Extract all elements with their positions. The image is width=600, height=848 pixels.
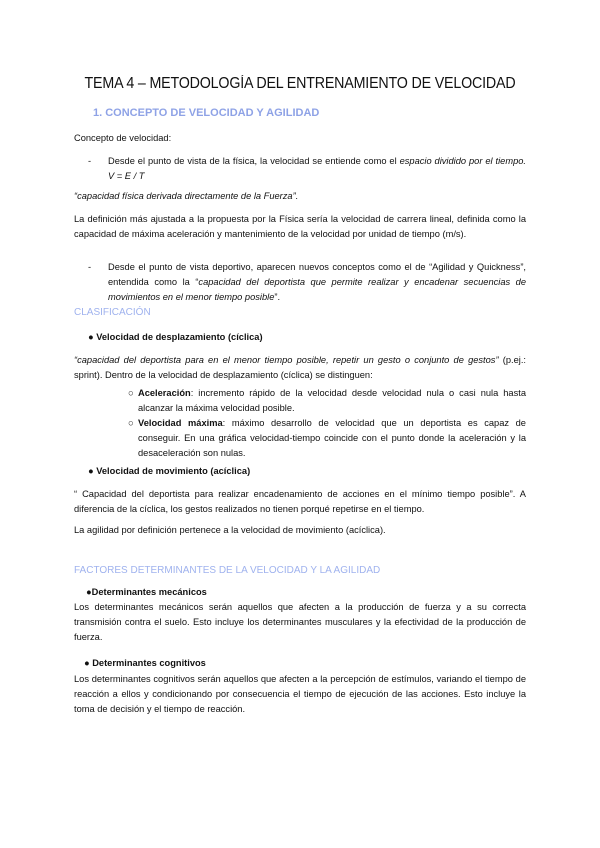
velocidad-maxima-label: Velocidad máxima bbox=[138, 418, 223, 428]
paragraph-definicion: La definición más ajustada a la propuesta por la Física sería la velocidad de carrera lineal, definida como la capacidad de máxima aceleración y mantenimiento de la velocidad por unidad de tiempo (m/s). bbox=[74, 214, 526, 239]
concepto-label: Concepto de velocidad: bbox=[74, 133, 172, 143]
dash-item-deportivo-text: Desde el punto de vista deportivo, aparecen nuevos conceptos como el de “Agilidad y Quickness”, entendida como la “ bbox=[108, 262, 526, 287]
item-velocidad-maxima bbox=[138, 416, 526, 461]
paragraph-agilidad: La agilidad por definición pertenece a la velocidad de movimiento (acíclica). bbox=[74, 525, 386, 535]
dash-item-fisica bbox=[108, 154, 526, 184]
heading-clasificacion: CLASIFICACIÓN bbox=[74, 307, 151, 318]
aceleracion-label: Aceleración bbox=[138, 388, 191, 398]
page-title: TEMA 4 – METODOLOGÍA DEL ENTRENAMIENTO DE VELOCIDAD bbox=[84, 75, 516, 92]
dash-item-deportivo-end: ”. bbox=[274, 292, 281, 302]
paragraph-mecanicos: Los determinantes mecánicos serán aquellos que afecten a la producción de fuerza y a su correcta transmisión contra el suelo. Esto incluye los determinantes musculares y la efectividad de la producción de fuerza. bbox=[74, 602, 526, 642]
dash-item-deportivo bbox=[108, 260, 526, 305]
paragraph-movimiento: “ Capacidad del deportista para realizar encadenamiento de acciones en el mínimo tiempo posible”. A diferencia de la cíclica, los gestos realizados no tienen porqué repetirse en el tiempo. bbox=[74, 489, 526, 514]
paragraph-desplazamiento bbox=[74, 353, 526, 383]
aceleracion-text: : incremento rápido de la velocidad desde velocidad nula o casi nula hasta alcanzar la máxima velocidad posible. bbox=[138, 388, 526, 413]
paragraph-cognitivos: Los determinantes cognitivos serán aquellos que afecten a la percepción de estímulos, variando el tiempo de reacción a ellos y condicionando por consecuencia el tiempo de ejecución de las acciones. Esto incluye la toma de decisión y el tiempo de reacción. bbox=[74, 674, 526, 714]
heading-factores: FACTORES DETERMINANTES DE LA VELOCIDAD Y LA AGILIDAD bbox=[74, 565, 381, 576]
quote-fuerza-text: “capacidad física derivada directamente de la Fuerza”. bbox=[74, 191, 299, 201]
bullet-determinantes-cognitivos: ● Determinantes cognitivos bbox=[84, 658, 206, 668]
circle-bullet-icon: ○ bbox=[128, 388, 134, 398]
section-heading-concepto: 1. CONCEPTO DE VELOCIDAD Y AGILIDAD bbox=[93, 107, 320, 119]
circle-bullet-icon: ○ bbox=[128, 418, 134, 428]
quote-fuerza bbox=[74, 189, 526, 204]
item-aceleracion bbox=[138, 386, 526, 416]
desplazamiento-text: (p.ej.: sprint). Dentro de la velocidad de desplazamiento (cíclica) se distinguen: bbox=[74, 355, 526, 380]
bullet-determinantes-mecanicos: ●Determinantes mecánicos bbox=[86, 587, 207, 597]
bullet-velocidad-movimiento: ● Velocidad de movimiento (acíclica) bbox=[88, 466, 251, 476]
quote-desplazamiento: “capacidad del deportista para en el menor tiempo posible, repetir un gesto o conjunto de gestos” bbox=[74, 355, 499, 365]
bullet-velocidad-desplazamiento: ● Velocidad de desplazamiento (cíclica) bbox=[88, 332, 263, 342]
dash-item-deportivo-italic: capacidad del deportista que permite realizar y encadenar secuencias de movimientos en el menor tiempo posible bbox=[108, 277, 526, 302]
dash-item-fisica-text: Desde el punto de vista de la física, la velocidad se entiende como el bbox=[108, 156, 400, 166]
dash-mark: - bbox=[88, 156, 92, 166]
velocidad-maxima-text: : máximo desarrollo de velocidad que un deportista es capaz de conseguir. En una gráfica velocidad-tiempo coincide con el punto donde la aceleración y la desaceleración son nulas. bbox=[138, 418, 526, 458]
dash-item-fisica-italic: espacio dividido por el tiempo. V = E / T bbox=[108, 156, 526, 181]
dash-mark: - bbox=[88, 262, 92, 272]
